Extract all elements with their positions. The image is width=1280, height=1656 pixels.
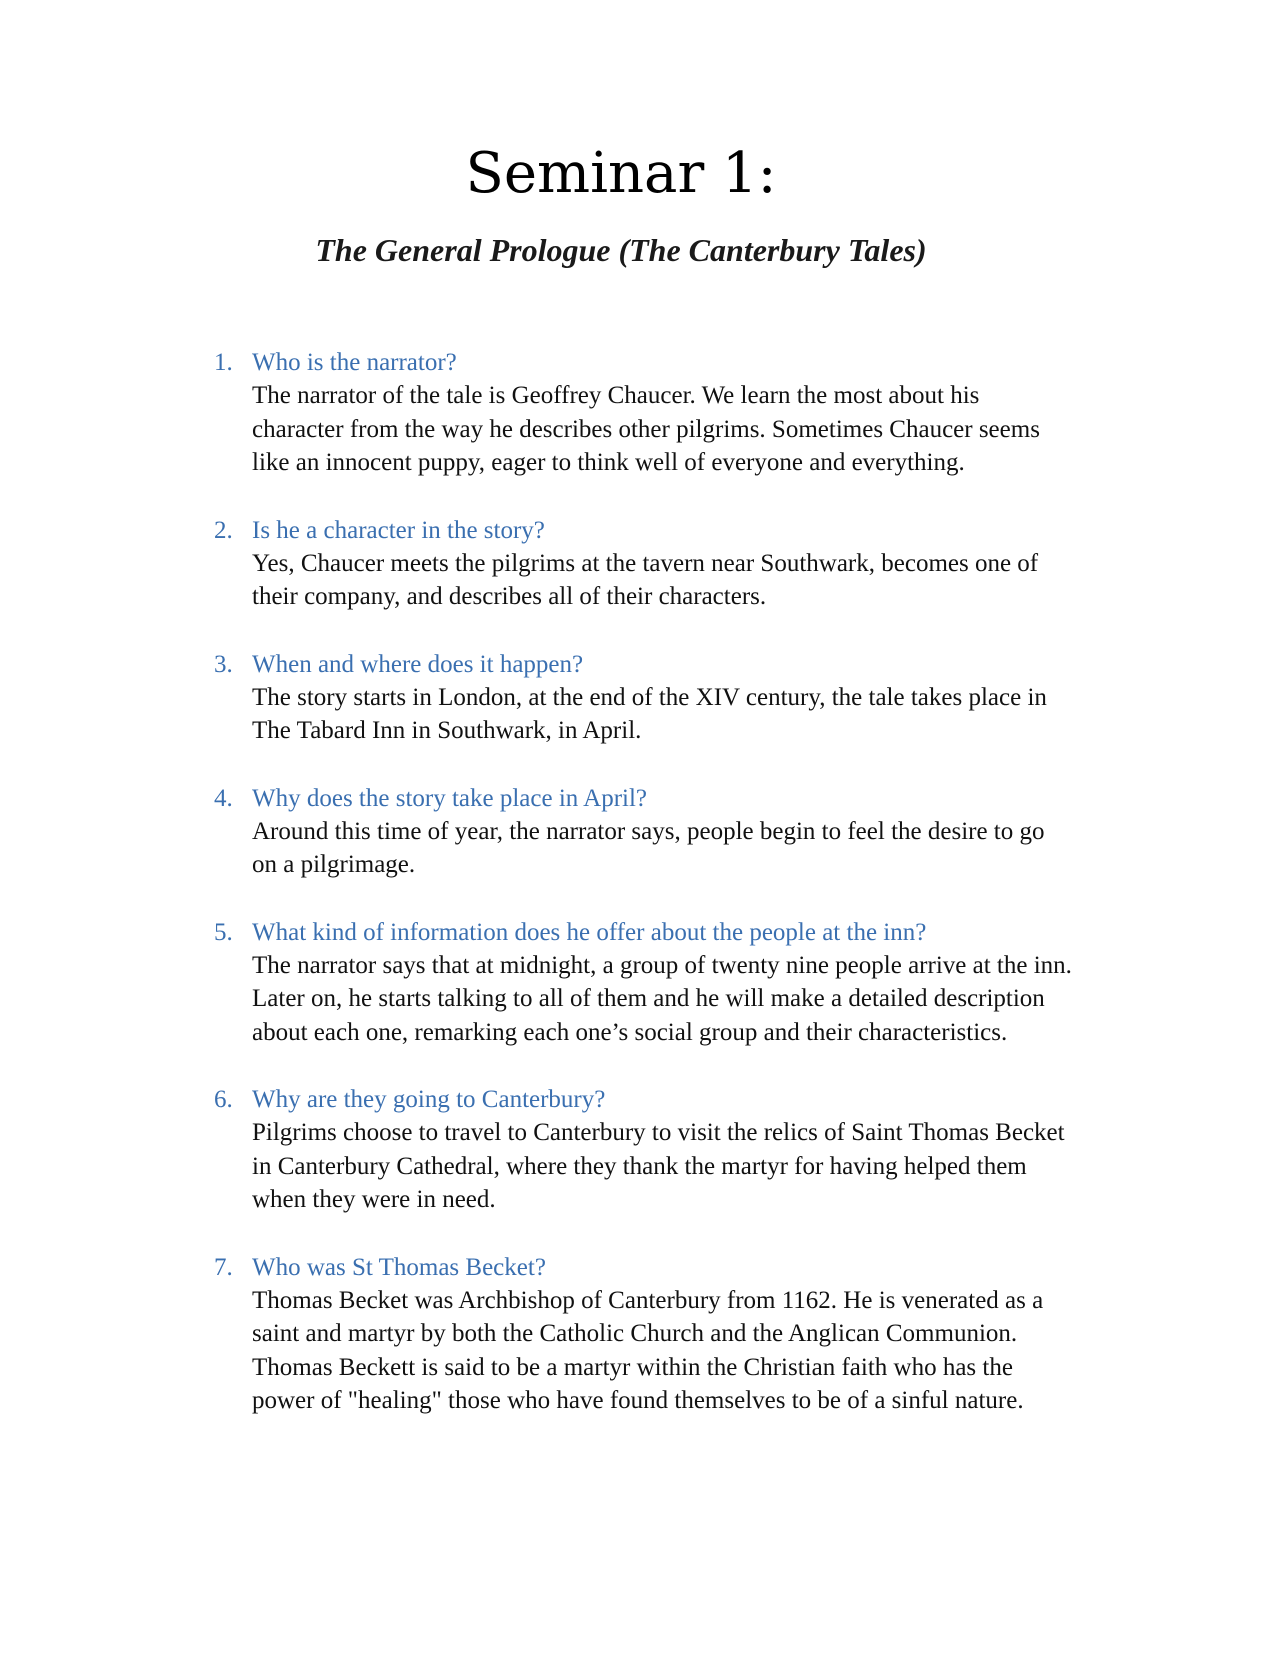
question-number: 2. bbox=[214, 516, 233, 544]
answer-text: Yes, Chaucer meets the pilgrims at the tavern near Southwark, becomes one of their company, and describes all of their characters. bbox=[252, 549, 1039, 610]
question-text: Who was St Thomas Becket? bbox=[252, 1253, 546, 1281]
answer-text: Around this time of year, the narrator says, people begin to feel the desire to go on a pilgrimage. bbox=[252, 817, 1045, 878]
page-subtitle: The General Prologue (The Canterbury Tales) bbox=[315, 232, 927, 268]
question-number: 5. bbox=[214, 918, 233, 946]
question-number: 1. bbox=[214, 349, 233, 376]
question-number: 6. bbox=[214, 1086, 233, 1113]
answer-text: Thomas Becket was Archbishop of Canterbury from 1162. He is venerated as a saint and martyr by both the Catholic Church and the Anglican Communion. Thomas Beckett is said to be a martyr within the Christian faith who has the power of "healing" those who have found themselves to be of a sinful nature. bbox=[252, 1286, 1044, 1414]
question-number: 7. bbox=[214, 1253, 233, 1281]
question-number: 4. bbox=[214, 784, 233, 812]
question-list bbox=[214, 346, 1074, 1452]
question-item-5 bbox=[214, 916, 1074, 1050]
question-text: What kind of information does he offer about the people at the inn? bbox=[252, 918, 927, 946]
question-text: Is he a character in the story? bbox=[252, 516, 545, 544]
question-item-1 bbox=[214, 346, 1074, 480]
question-text: Why does the story take place in April? bbox=[252, 784, 648, 812]
question-item-6 bbox=[214, 1083, 1074, 1217]
question-text: When and where does it happen? bbox=[252, 650, 584, 678]
question-number: 3. bbox=[214, 650, 233, 678]
page-title: Seminar 1: bbox=[465, 141, 777, 206]
question-text: Why are they going to Canterbury? bbox=[252, 1086, 606, 1113]
question-item-2 bbox=[214, 514, 1074, 614]
answer-text: The narrator of the tale is Geoffrey Chaucer. We learn the most about his character from the way he describes other pilgrims. Sometimes Chaucer seems like an innocent puppy, eager to think well of everyone and everything. bbox=[252, 382, 1040, 476]
question-text: Who is the narrator? bbox=[252, 349, 457, 376]
question-item-7 bbox=[214, 1251, 1074, 1418]
answer-text: The narrator says that at midnight, a group of twenty nine people arrive at the inn. Later on, he starts talking to all of them and he will make a detailed description about each one, remarking each one’s social group and their characteristics. bbox=[252, 951, 1072, 1046]
question-item-3 bbox=[214, 648, 1074, 748]
question-item-4 bbox=[214, 782, 1074, 882]
answer-text: Pilgrims choose to travel to Canterbury to visit the relics of Saint Thomas Becket in Canterbury Cathedral, where they thank the martyr for having helped them when they were in need. bbox=[252, 1119, 1065, 1213]
answer-text: The story starts in London, at the end of the XIV century, the tale takes place in The Tabard Inn in Southwark, in April. bbox=[252, 683, 1047, 744]
